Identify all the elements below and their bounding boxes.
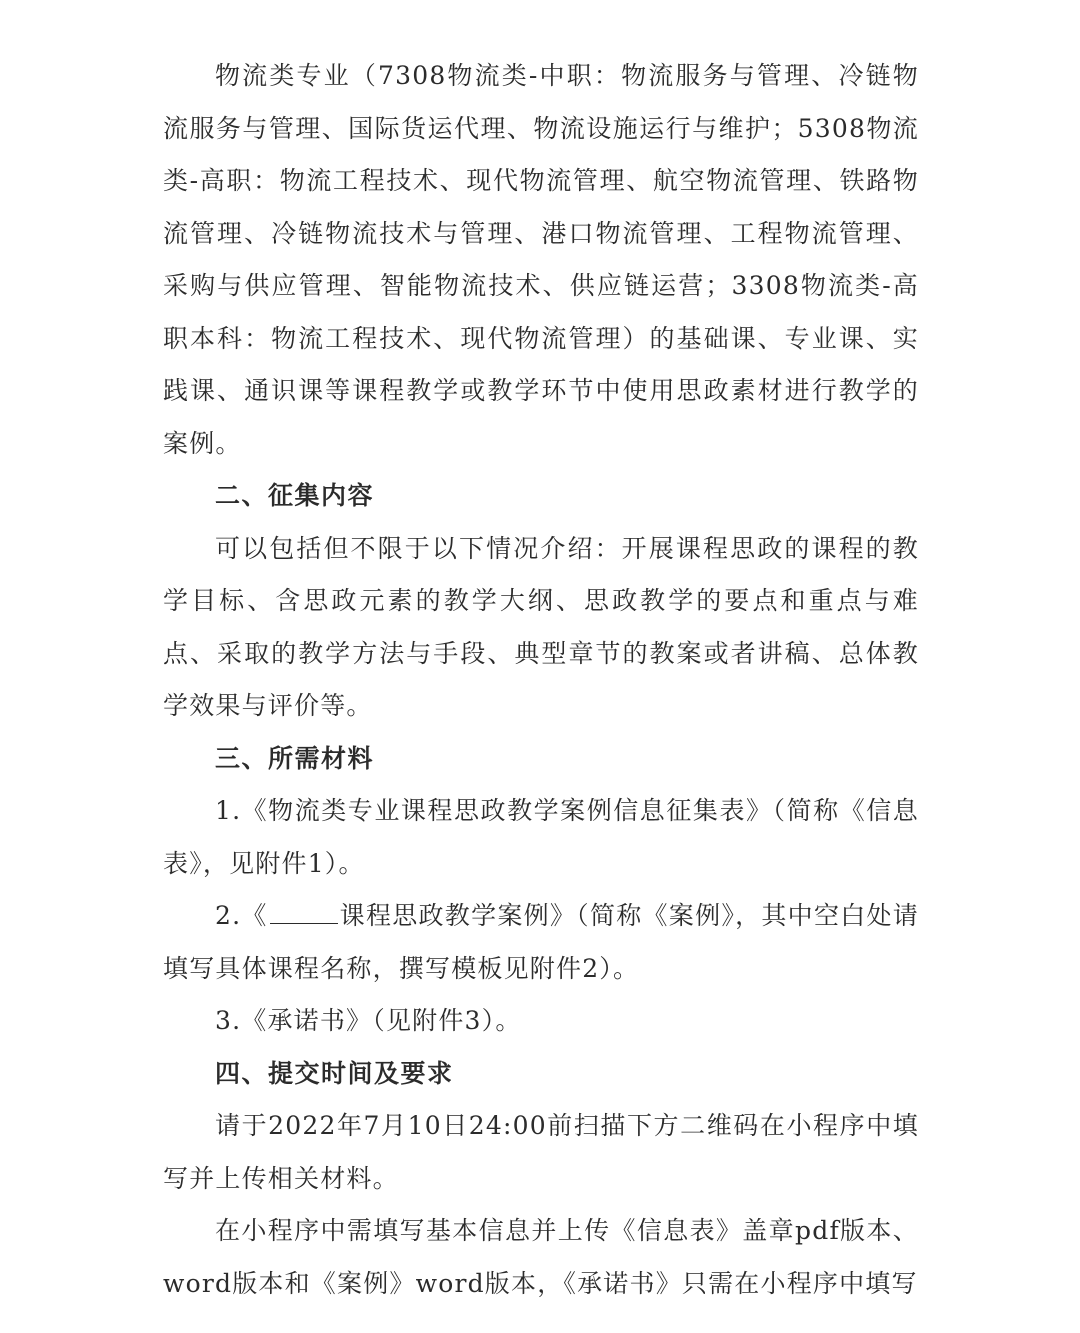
section-heading-required-materials: 三、所需材料 [215, 743, 375, 773]
section-heading-submission: 四、提交时间及要求 [215, 1058, 454, 1088]
materials-item-2 [163, 890, 919, 995]
submission-paragraph-2: 在小程序中需填写基本信息并上传《信息表》盖章pdf版本、word版本和《案例》word版本，《承诺书》只需在小程序中填写 [163, 1216, 919, 1298]
collection-content-paragraph: 可以包括但不限于以下情况介绍：开展课程思政的课程的教学目标、含思政元素的教学大纲、思政教学的要点和重点与难点、采取的教学方法与手段、典型章节的教案或者讲稿、总体教学效果与评价等。 [163, 533, 919, 720]
materials-item-1: 1.《物流类专业课程思政教学案例信息征集表》（简称《信息表》，见附件1）。 [163, 796, 919, 878]
materials-item-2-text: 课程思政教学案例》（简称《案例》，其中空白处请填写具体课程名称，撰写模板见附件2）。 [163, 901, 919, 983]
scope-paragraph: 物流类专业（7308物流类-中职：物流服务与管理、冷链物流服务与管理、国际货运代理、物流设施运行与维护；5308物流类-高职：物流工程技术、现代物流管理、航空物流管理、铁路物流管理、冷链物流技术与管理、港口物流管理、工程物流管理、采购与供应管理、智能物流技术、供应链运营；3308物流类-高职本科：物流工程技术、现代物流管理）的基础课、专业课、实践课、通识课等课程教学或教学环节中使用思政素材进行教学的案例。 [163, 61, 919, 458]
submission-paragraph-1: 请于2022年7月10日24:00前扫描下方二维码在小程序中填写并上传相关材料。 [163, 1111, 919, 1193]
document-page [163, 50, 919, 1310]
materials-item-3: 3.《承诺书》（见附件3）。 [215, 1006, 522, 1035]
materials-item-2-prefix: 2.《 [215, 901, 268, 930]
course-name-blank [270, 901, 338, 924]
section-heading-collection-content: 二、征集内容 [215, 481, 375, 510]
